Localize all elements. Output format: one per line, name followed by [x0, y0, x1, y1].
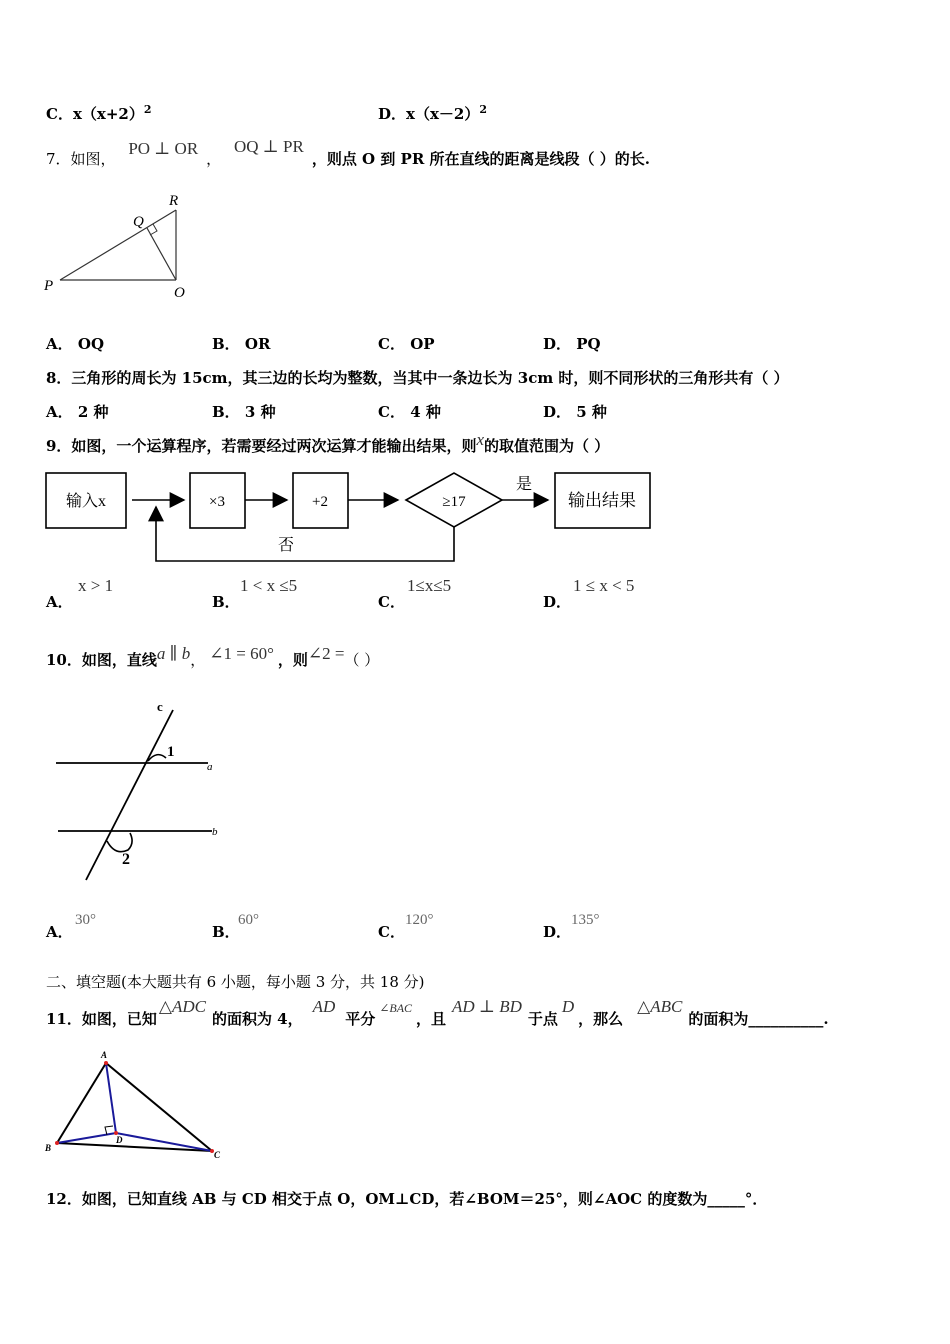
q8-stem: 8．三角形的周长为 15cm，其三边的长均为整数，当其中一条边长为 3cm 时，则不同形状的三角形共有（ ）: [46, 369, 789, 387]
q10-arc-angle1: [148, 755, 166, 761]
q10-option-d: D．: [543, 923, 572, 941]
q7-label-q: Q: [133, 214, 144, 230]
section-2-title: 二、填空题(本大题共有 6 小题，每小题 3 分，共 18 分): [46, 973, 425, 991]
q9-option-c-math: 1≤x≤5: [407, 576, 452, 595]
q9-option-b: B．: [212, 593, 240, 611]
q10-label-c: c: [157, 700, 163, 714]
q8-option-a: A． 2 种: [46, 403, 109, 421]
q9-text-cond: ≥17: [442, 494, 466, 510]
q11-label-b: B: [45, 1143, 52, 1153]
q10-figure: [40, 700, 230, 885]
q9-text-times3: ×3: [209, 494, 225, 510]
q9-option-a: A．: [46, 593, 73, 611]
q10-label-angle2: 2: [122, 851, 130, 868]
q6-option-c: C．$x(x+2)^2$: [46, 103, 152, 123]
q8-option-d: D． 5 种: [543, 403, 607, 421]
q11-label-d: D: [116, 1135, 123, 1145]
q9-text-yes: 是: [516, 476, 533, 493]
q10-label-angle1: 1: [167, 744, 175, 760]
q9-flowchart: [40, 465, 660, 570]
q10-option-d-math: 135°: [571, 912, 600, 928]
q9-text-input: 输入x: [65, 493, 107, 510]
q7-figure: [40, 188, 200, 303]
q11-line-ad: [106, 1063, 116, 1133]
q7-option-d: D． PQ: [543, 335, 601, 353]
q9-text-output: 输出结果: [568, 491, 636, 510]
q10-option-b-math: 60°: [238, 912, 259, 928]
q6-option-d: D．$x(x-2)^2$: [378, 103, 487, 123]
q11-line-ab: [57, 1063, 106, 1143]
q7-line-oq: [147, 228, 176, 280]
q10-arc-angle2: [107, 833, 132, 852]
q10-label-b: b: [212, 826, 218, 838]
q10-option-a-math: 30°: [75, 912, 96, 928]
q12-stem: 12．如图，已知直线 AB 与 CD 相交于点 O，OM⊥CD，若∠BOM＝25°，则∠AOC 的度数为_____°．: [46, 1190, 768, 1208]
q7-line-pr: [60, 210, 176, 280]
q9-stem: 9．如图，一个运算程序，若需要经过两次运算才能输出结果，则x的取值范围为（ ）: [46, 430, 610, 455]
q7-label-r: R: [169, 193, 179, 209]
q10-stem: 10．如图，直线a ∥ b， ∠1 = 60° ，则∠2 =（ ）: [46, 644, 380, 669]
q9-option-b-math: 1 < x ≤5: [240, 576, 298, 595]
q10-option-a: A．: [46, 923, 73, 941]
q11-point-b: [55, 1141, 59, 1145]
q9-text-plus2: +2: [312, 494, 328, 510]
q7-option-b: B． OR: [212, 335, 271, 353]
q10-option-c-math: 120°: [405, 912, 434, 928]
q7-math-po-or: PO ⊥ OR: [128, 139, 199, 158]
q11-point-a: [104, 1061, 108, 1065]
q8-option-b: B． 3 种: [212, 403, 276, 421]
q7-label-o: O: [174, 285, 185, 301]
q7-stem: 7．如图， PO ⊥ OR， OQ ⊥ PR，则点 O 到 PR 所在直线的距离是线段（ ）的长.: [46, 137, 650, 168]
q10-label-a: a: [207, 761, 213, 773]
q9-option-d-math: 1 ≤ x < 5: [573, 576, 635, 595]
q11-stem: 11．如图，已知△ADC的面积为 4，AD平分$^{\angle BAC}$，且AD ⊥ BD于点D，那么△ABC的面积为__________.: [46, 997, 829, 1028]
q11-label-a: A: [101, 1050, 108, 1060]
q7-label-p: P: [44, 278, 54, 294]
q9-text-no: 否: [278, 537, 295, 554]
q7-option-c: C． OP: [378, 335, 435, 353]
q7-math-oq-pr: OQ ⊥ PR: [233, 137, 304, 156]
q10-option-c: C．: [378, 923, 405, 941]
q11-figure: [40, 1045, 230, 1165]
q8-option-c: C． 4 种: [378, 403, 441, 421]
q10-option-b: B．: [212, 923, 240, 941]
q11-label-c: C: [214, 1150, 221, 1160]
q9-option-c: C．: [378, 593, 405, 611]
q7-option-a: A． OQ: [46, 335, 105, 353]
q9-option-d: D．: [543, 593, 572, 611]
q9-option-a-math: x > 1: [78, 576, 114, 595]
